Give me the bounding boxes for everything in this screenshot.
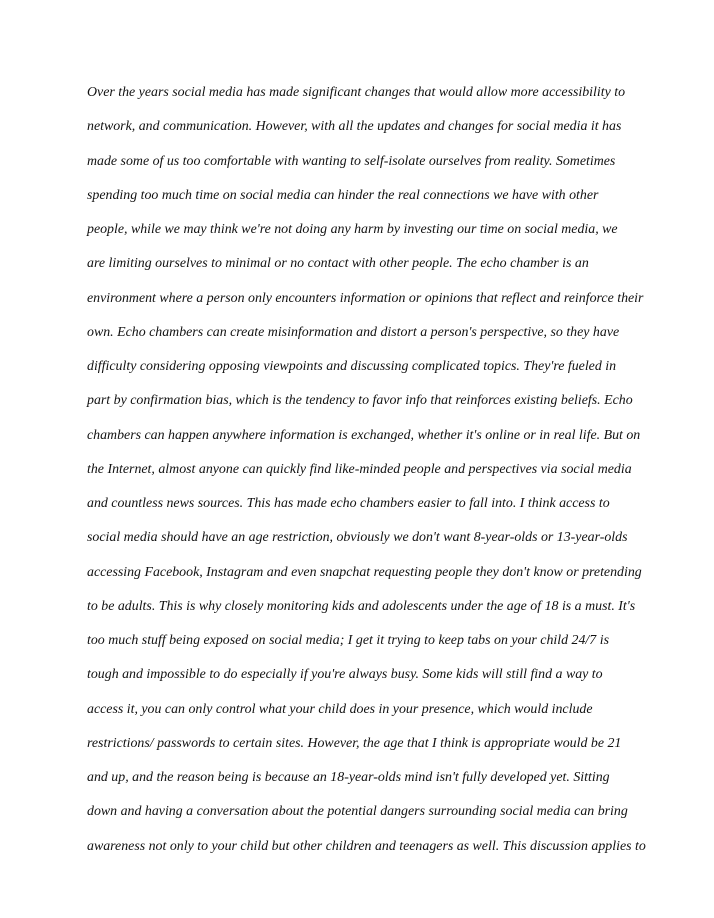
text-line: tough and impossible to do especially if you're always busy. Some kids will still find a way to [87,667,603,683]
text-line: difficulty considering opposing viewpoints and discussing complicated topics. They're fueled in [87,359,617,374]
text-line: and up, and the reason being is because an 18-year-olds mind isn't fully developed yet. Sitting [87,770,610,785]
text-line: chambers can happen anywhere information is exchanged, whether it's online or in real life. But on [87,427,641,443]
text-line: spending too much time on social media can hinder the real connections we have with other [87,187,599,203]
text-line: Over the years social media has made significant changes that would allow more accessibility to [87,85,626,100]
text-line: environment where a person only encounters information or opinions that reflect and reinforce their [87,290,644,306]
text-line: made some of us too comfortable with wanting to self-isolate ourselves from reality. Sometimes [87,153,616,169]
text-line: people, while we may think we're not doing any harm by investing our time on social media, we [87,222,618,237]
text-line: restrictions/ passwords to certain sites. However, the age that I think is appropriate would be 21 [87,735,622,751]
text-line: own. Echo chambers can create misinformation and distort a person's perspective, so they have [87,324,620,340]
text-line: awareness not only to your child but other children and teenagers as well. This discussion applies to [87,838,646,854]
text-line: down and having a conversation about the potential dangers surrounding social media can bring [87,804,628,820]
text-line: part by confirmation bias, which is the tendency to favor info that reinforces existing beliefs. Echo [87,393,633,409]
text-line: are limiting ourselves to minimal or no contact with other people. The echo chamber is an [87,256,589,272]
text-line: to be adults. This is why closely monitoring kids and adolescents under the age of 18 is a must. It's [87,598,636,614]
text-line: social media should have an age restriction, obviously we don't want 8-year-olds or 13-year-olds [87,530,628,546]
text-line: too much stuff being exposed on social media; I get it trying to keep tabs on your child 24/7 is [87,633,609,648]
body-paragraph [87,83,667,871]
text-line: the Internet, almost anyone can quickly find like-minded people and perspectives via social media [87,461,632,477]
text-line: and countless news sources. This has made echo chambers easier to fall into. I think access to [87,496,610,511]
text-line: network, and communication. However, with all the updates and changes for social media it has [87,119,622,135]
text-line: accessing Facebook, Instagram and even snapchat requesting people they don't know or pretending [87,564,642,580]
text-line: access it, you can only control what your child does in your presence, which would include [87,701,593,717]
